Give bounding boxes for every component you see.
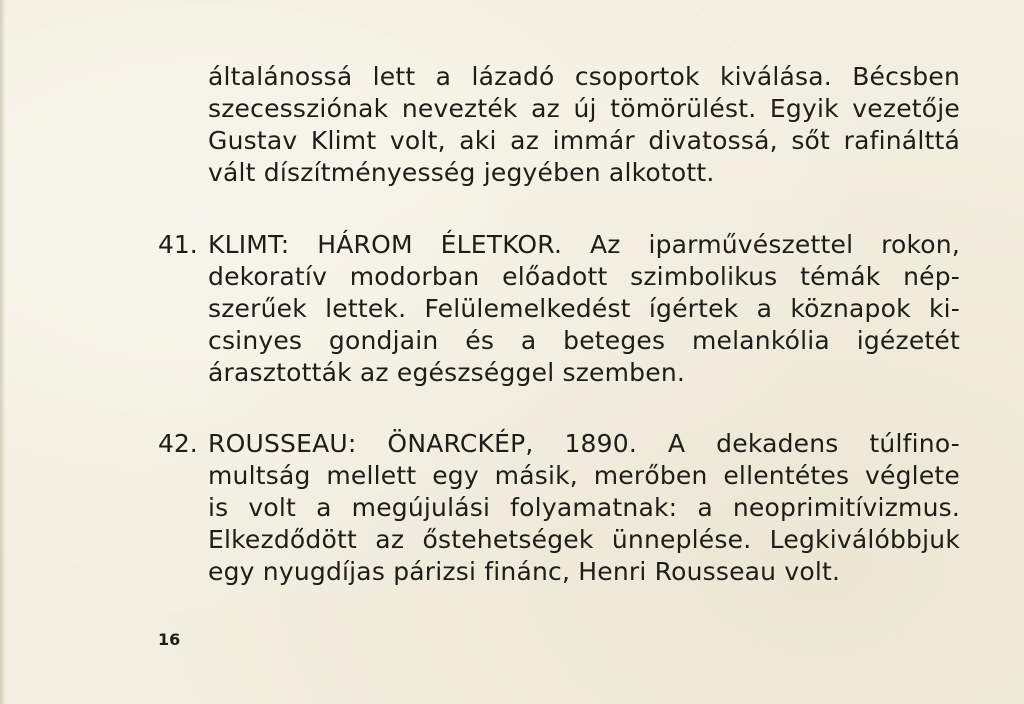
item-number: 41.: [158, 230, 198, 259]
intro-paragraph: [208, 61, 960, 189]
text-line: szecessziónak nevezték az új tömörülést. Egyik vezetője: [208, 94, 960, 123]
text-line: általánossá lett a lázadó csoportok kiválása. Bécsben: [208, 62, 960, 91]
text-line: csinyes gondjain és a beteges melankólia igézetét: [208, 326, 960, 355]
page-gutter-shadow: [0, 0, 6, 704]
text-line: is volt a megújulási folyamatnak: a neoprimitívizmus.: [208, 493, 960, 522]
text-line: KLIMT: HÁROM ÉLETKOR. Az iparművészettel rokon,: [208, 230, 960, 259]
text-line: egy nyugdíjas párizsi finánc, Henri Rousseau volt.: [208, 557, 841, 586]
text-line: Gustav Klimt volt, aki az immár divatossá, sőt rafinálttá: [208, 126, 960, 155]
text-line: vált díszítményesség jegyében alkotott.: [208, 158, 715, 187]
page-number: 16: [158, 630, 181, 649]
text-line: dekoratív modorban előadott szimbolikus témák nép-: [208, 262, 960, 291]
item-42-paragraph: [208, 428, 960, 588]
text-line: szerűek lettek. Felülemelkedést ígértek a köznapok ki-: [208, 294, 960, 323]
text-line: multság mellett egy másik, merőben ellentétes véglete: [208, 461, 960, 490]
item-number: 42.: [158, 429, 198, 458]
text-line: ROUSSEAU: ÖNARCKÉP, 1890. A dekadens túlfino-: [208, 429, 960, 458]
text-line: Elkezdődött az őstehetségek ünneplése. Legkiválóbbjuk: [208, 525, 960, 554]
item-41-paragraph: [208, 229, 960, 389]
text-line: árasztották az egészséggel szemben.: [208, 358, 686, 387]
